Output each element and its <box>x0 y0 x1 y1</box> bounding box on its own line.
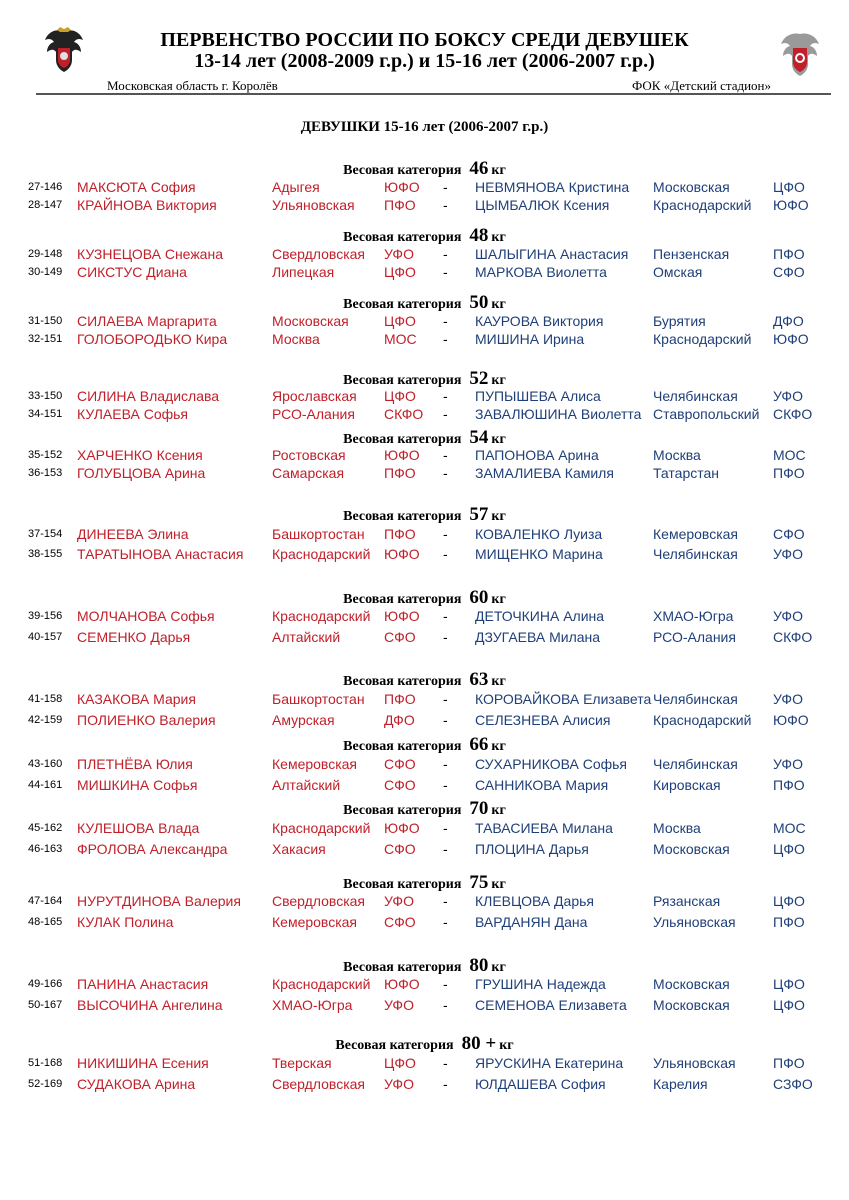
red-corner-region: Ярославская <box>272 388 357 404</box>
red-corner-name: МАКСЮТА София <box>77 179 196 195</box>
bout-row <box>0 264 849 282</box>
red-corner-region: Краснодарский <box>272 820 371 836</box>
blue-corner-district: ПФО <box>773 246 805 262</box>
red-corner-region: Ростовская <box>272 447 346 463</box>
red-corner-district: МОС <box>384 331 417 347</box>
red-corner-district: ПФО <box>384 197 416 213</box>
red-corner-region: Москва <box>272 331 320 347</box>
blue-corner-region: Бурятия <box>653 313 706 329</box>
red-corner-district: ЮФО <box>384 179 420 195</box>
red-corner-region: Свердловская <box>272 246 366 262</box>
blue-corner-region: Ульяновская <box>653 1055 736 1071</box>
blue-corner-district: СФО <box>773 526 805 542</box>
bout-row <box>0 608 849 626</box>
bout-number: 42-159 <box>28 714 63 726</box>
blue-corner-name: ПУПЫШЕВА Алиса <box>475 388 601 404</box>
blue-corner-district: ЦФО <box>773 893 805 909</box>
red-corner-region: Алтайский <box>272 629 341 645</box>
red-corner-district: ЦФО <box>384 313 416 329</box>
bout-row <box>0 526 849 544</box>
bout-row <box>0 179 849 197</box>
red-corner-district: ЦФО <box>384 388 416 404</box>
bout-row <box>0 691 849 709</box>
weight-category-label: Весовая категория <box>343 592 462 607</box>
bout-number: 29-148 <box>28 248 63 260</box>
red-corner-name: ДИНЕЕВА Элина <box>77 526 189 542</box>
red-corner-district: СФО <box>384 914 416 930</box>
weight-unit: кг <box>491 960 506 975</box>
weight-category-label: Весовая категория <box>343 877 462 892</box>
red-corner-district: ПФО <box>384 526 416 542</box>
red-corner-region: Краснодарский <box>272 546 371 562</box>
blue-corner-region: Московская <box>653 841 730 857</box>
blue-corner-district: УФО <box>773 388 803 404</box>
bout-number: 37-154 <box>28 528 63 540</box>
blue-corner-district: СЗФО <box>773 1076 813 1092</box>
bout-row <box>0 406 849 424</box>
red-corner-district: ЦФО <box>384 1055 416 1071</box>
weight-category-title <box>0 587 849 609</box>
bout-number: 41-158 <box>28 693 63 705</box>
bout-row <box>0 841 849 859</box>
bout-number: 51-168 <box>28 1057 63 1069</box>
weight-value: 66 <box>469 734 489 755</box>
weight-unit: кг <box>491 432 506 447</box>
blue-corner-region: Ставропольский <box>653 406 760 422</box>
bout-separator: - <box>443 331 448 347</box>
blue-corner-region: Кировская <box>653 777 721 793</box>
weight-category-label: Весовая категория <box>343 432 462 447</box>
blue-corner-name: ЗАВАЛЮШИНА Виолетта <box>475 406 642 422</box>
page-subtitle: 13-14 лет (2008-2009 г.р.) и 15-16 лет (2006-2007 г.р.) <box>194 50 655 72</box>
bout-number: 35-152 <box>28 449 63 461</box>
blue-corner-district: СКФО <box>773 406 813 422</box>
bout-number: 48-165 <box>28 916 63 928</box>
blue-corner-district: ЦФО <box>773 976 805 992</box>
blue-corner-region: Татарстан <box>653 465 720 481</box>
blue-corner-region: Рязанская <box>653 893 721 909</box>
bout-separator: - <box>443 264 448 280</box>
weight-category-title <box>0 872 849 894</box>
bout-separator: - <box>443 388 448 404</box>
red-corner-district: ПФО <box>384 465 416 481</box>
blue-corner-region: Карелия <box>653 1076 708 1092</box>
weight-category-title <box>0 798 849 820</box>
bout-separator: - <box>443 712 448 728</box>
blue-corner-region: Челябинская <box>653 691 738 707</box>
blue-corner-district: ПФО <box>773 465 805 481</box>
blue-corner-name: ЦЫМБАЛЮК Ксения <box>475 197 610 213</box>
bout-number: 43-160 <box>28 758 63 770</box>
weight-category-title <box>0 292 849 314</box>
red-corner-region: Амурская <box>272 712 335 728</box>
red-corner-district: СФО <box>384 629 416 645</box>
bout-separator: - <box>443 1076 448 1092</box>
blue-corner-name: ЮЛДАШЕВА София <box>475 1076 606 1092</box>
blue-corner-name: ЗАМАЛИЕВА Камиля <box>475 465 614 481</box>
red-corner-region: Адыгея <box>272 179 320 195</box>
bout-row <box>0 388 849 406</box>
red-corner-district: ЦФО <box>384 264 416 280</box>
red-corner-region: Кемеровская <box>272 756 358 772</box>
weight-unit: кг <box>491 674 506 689</box>
blue-corner-district: ПФО <box>773 914 805 930</box>
weight-category-label: Весовая категория <box>343 163 462 178</box>
red-corner-name: КРАЙНОВА Виктория <box>77 197 217 213</box>
red-corner-name: ПОЛИЕНКО Валерия <box>77 712 216 728</box>
blue-corner-region: Москва <box>653 820 701 836</box>
red-corner-region: Московская <box>272 313 349 329</box>
bout-separator: - <box>443 629 448 645</box>
red-corner-region: Липецкая <box>272 264 335 280</box>
blue-corner-region: Ульяновская <box>653 914 736 930</box>
blue-corner-district: УФО <box>773 608 803 624</box>
bout-number: 28-147 <box>28 199 63 211</box>
blue-corner-district: УФО <box>773 691 803 707</box>
blue-corner-region: Кемеровская <box>653 526 739 542</box>
red-corner-name: КУЛАК Полина <box>77 914 174 930</box>
red-corner-name: МИШКИНА Софья <box>77 777 198 793</box>
bout-separator: - <box>443 756 448 772</box>
blue-corner-region: Омская <box>653 264 703 280</box>
blue-corner-name: ШАЛЫГИНА Анастасия <box>475 246 629 262</box>
blue-corner-region: Челябинская <box>653 756 738 772</box>
bout-row <box>0 712 849 730</box>
section-title: ДЕВУШКИ 15-16 лет (2006-2007 г.р.) <box>300 119 549 135</box>
bout-row <box>0 756 849 774</box>
bout-number: 38-155 <box>28 548 63 560</box>
bout-separator: - <box>443 179 448 195</box>
blue-corner-name: КОВАЛЕНКО Луиза <box>475 526 603 542</box>
red-corner-district: СКФО <box>384 406 424 422</box>
weight-category-title <box>0 368 849 390</box>
red-corner-district: ЮФО <box>384 608 420 624</box>
blue-corner-district: УФО <box>773 546 803 562</box>
weight-category-label: Весовая категория <box>343 803 462 818</box>
bout-separator: - <box>443 608 448 624</box>
blue-corner-district: ЦФО <box>773 841 805 857</box>
red-corner-district: ЮФО <box>384 447 420 463</box>
red-corner-district: ЮФО <box>384 546 420 562</box>
header-divider <box>36 93 831 95</box>
weight-category-label: Весовая категория <box>343 739 462 754</box>
red-corner-region: Башкортостан <box>272 526 365 542</box>
bout-number: 34-151 <box>28 408 63 420</box>
bout-row <box>0 331 849 349</box>
red-corner-name: СЕМЕНКО Дарья <box>77 629 191 645</box>
red-corner-name: ВЫСОЧИНА Ангелина <box>77 997 223 1013</box>
page-title: ПЕРВЕНСТВО РОССИИ ПО БОКСУ СРЕДИ ДЕВУШЕК <box>160 29 689 51</box>
red-corner-region: Алтайский <box>272 777 341 793</box>
blue-corner-name: СУХАРНИКОВА Софья <box>475 756 628 772</box>
bout-separator: - <box>443 777 448 793</box>
red-corner-name: ФРОЛОВА Александра <box>77 841 228 857</box>
bout-separator: - <box>443 246 448 262</box>
red-corner-district: СФО <box>384 756 416 772</box>
bout-row <box>0 997 849 1015</box>
weight-category-title <box>0 734 849 756</box>
blue-corner-region: Московская <box>653 997 730 1013</box>
blue-corner-district: СКФО <box>773 629 813 645</box>
weight-value: 50 <box>469 292 489 313</box>
blue-corner-region: Краснодарский <box>653 712 752 728</box>
bout-number: 36-153 <box>28 467 63 479</box>
red-corner-region: Кемеровская <box>272 914 358 930</box>
blue-corner-region: Челябинская <box>653 546 738 562</box>
blue-corner-district: МОС <box>773 820 806 836</box>
bout-row <box>0 197 849 215</box>
bout-separator: - <box>443 820 448 836</box>
blue-corner-name: КАУРОВА Виктория <box>475 313 604 329</box>
red-corner-name: НУРУТДИНОВА Валерия <box>77 893 241 909</box>
weight-unit: кг <box>491 297 506 312</box>
weight-category-title <box>0 955 849 977</box>
red-corner-district: УФО <box>384 997 414 1013</box>
red-corner-name: СУДАКОВА Арина <box>77 1076 196 1092</box>
blue-corner-region: ХМАО-Югра <box>653 608 734 624</box>
blue-corner-district: ДФО <box>773 313 804 329</box>
weight-unit: кг <box>491 509 506 524</box>
weight-category-label: Весовая категория <box>343 674 462 689</box>
red-corner-district: СФО <box>384 841 416 857</box>
blue-corner-name: ВАРДАНЯН Дана <box>475 914 588 930</box>
blue-corner-name: КЛЕВЦОВА Дарья <box>475 893 594 909</box>
weight-unit: кг <box>491 803 506 818</box>
weight-value: 54 <box>469 427 489 448</box>
blue-corner-district: ЮФО <box>773 712 809 728</box>
red-corner-region: Свердловская <box>272 893 366 909</box>
bout-number: 30-149 <box>28 266 63 278</box>
red-corner-name: КУЛАЕВА Софья <box>77 406 188 422</box>
weight-value: 60 <box>469 587 489 608</box>
weight-value: 80 <box>469 955 489 976</box>
weight-category-label: Весовая категория <box>335 1038 454 1053</box>
red-corner-name: НИКИШИНА Есения <box>77 1055 209 1071</box>
blue-corner-district: УФО <box>773 756 803 772</box>
weight-value: 52 <box>469 368 489 389</box>
bout-separator: - <box>443 893 448 909</box>
weight-unit: кг <box>491 739 506 754</box>
weight-category-title <box>0 1033 849 1055</box>
event-venue: ФОК «Детский стадион» <box>631 78 771 93</box>
weight-unit: кг <box>491 877 506 892</box>
red-corner-region: Ульяновская <box>272 197 355 213</box>
bout-separator: - <box>443 546 448 562</box>
bout-separator: - <box>443 197 448 213</box>
red-corner-region: ХМАО-Югра <box>272 997 353 1013</box>
red-corner-name: ГОЛУБЦОВА Арина <box>77 465 206 481</box>
red-corner-district: ЮФО <box>384 820 420 836</box>
red-corner-name: МОЛЧАНОВА Софья <box>77 608 215 624</box>
weight-category-title <box>0 504 849 526</box>
weight-value: 63 <box>469 669 489 690</box>
bout-number: 47-164 <box>28 895 63 907</box>
bout-number: 39-156 <box>28 610 63 622</box>
bout-number: 52-169 <box>28 1078 63 1090</box>
weight-category-label: Весовая категория <box>343 509 462 524</box>
red-corner-district: УФО <box>384 246 414 262</box>
blue-corner-name: СЕМЕНОВА Елизавета <box>475 997 627 1013</box>
bout-row <box>0 465 849 483</box>
blue-corner-name: МАРКОВА Виолетта <box>475 264 607 280</box>
weight-category-title <box>0 158 849 180</box>
red-corner-name: ГОЛОБОРОДЬКО Кира <box>77 331 228 347</box>
blue-corner-name: ДЕТОЧКИНА Алина <box>475 608 605 624</box>
bout-row <box>0 820 849 838</box>
red-corner-region: Башкортостан <box>272 691 365 707</box>
weight-value: 80 + <box>461 1033 497 1054</box>
bout-separator: - <box>443 841 448 857</box>
blue-corner-region: Краснодарский <box>653 331 752 347</box>
blue-corner-region: Челябинская <box>653 388 738 404</box>
bout-separator: - <box>443 1055 448 1071</box>
weight-value: 75 <box>469 872 489 893</box>
bout-number: 40-157 <box>28 631 63 643</box>
weight-value: 46 <box>469 158 489 179</box>
red-corner-district: ЮФО <box>384 976 420 992</box>
bout-separator: - <box>443 691 448 707</box>
red-corner-district: СФО <box>384 777 416 793</box>
bout-number: 49-166 <box>28 978 63 990</box>
red-corner-region: Хакасия <box>272 841 326 857</box>
weight-category-label: Весовая категория <box>343 297 462 312</box>
blue-corner-name: ЯРУСКИНА Екатерина <box>475 1055 624 1071</box>
blue-corner-name: ТАВАСИЕВА Милана <box>475 820 613 836</box>
blue-corner-region: Краснодарский <box>653 197 752 213</box>
weight-unit: кг <box>491 230 506 245</box>
red-corner-region: Свердловская <box>272 1076 366 1092</box>
bout-separator: - <box>443 406 448 422</box>
blue-corner-region: Пензенская <box>653 246 730 262</box>
bout-separator: - <box>443 976 448 992</box>
blue-corner-name: ГРУШИНА Надежда <box>475 976 606 992</box>
bout-number: 33-150 <box>28 390 63 402</box>
blue-corner-name: ПЛОЦИНА Дарья <box>475 841 589 857</box>
bout-number: 45-162 <box>28 822 63 834</box>
bout-number: 50-167 <box>28 999 63 1011</box>
blue-corner-district: ЦФО <box>773 997 805 1013</box>
red-corner-district: УФО <box>384 1076 414 1092</box>
bout-row <box>0 914 849 932</box>
bout-separator: - <box>443 447 448 463</box>
red-corner-name: СИЛАЕВА Маргарита <box>77 313 217 329</box>
bout-row <box>0 976 849 994</box>
blue-corner-name: КОРОВАЙКОВА Елизавета <box>475 691 652 707</box>
red-corner-name: КАЗАКОВА Мария <box>77 691 196 707</box>
bout-number: 27-146 <box>28 181 63 193</box>
bout-separator: - <box>443 313 448 329</box>
red-corner-region: РСО-Алания <box>272 406 355 422</box>
red-corner-name: ПЛЕТНЁВА Юлия <box>77 756 193 772</box>
weight-value: 48 <box>469 225 489 246</box>
blue-corner-district: ЦФО <box>773 179 805 195</box>
red-corner-name: ПАНИНА Анастасия <box>77 976 209 992</box>
blue-corner-name: НЕВМЯНОВА Кристина <box>475 179 630 195</box>
bout-row <box>0 246 849 264</box>
weight-value: 57 <box>469 504 489 525</box>
red-corner-name: ТАРАТЫНОВА Анастасия <box>77 546 244 562</box>
bout-row <box>0 546 849 564</box>
blue-corner-district: ЮФО <box>773 331 809 347</box>
blue-corner-region: Московская <box>653 179 730 195</box>
bout-separator: - <box>443 914 448 930</box>
bout-number: 32-151 <box>28 333 63 345</box>
blue-corner-district: ПФО <box>773 1055 805 1071</box>
blue-corner-name: СЕЛЕЗНЕВА Алисия <box>475 712 611 728</box>
blue-corner-district: ПФО <box>773 777 805 793</box>
blue-corner-name: МИЩЕНКО Марина <box>475 546 603 562</box>
red-corner-name: СИКСТУС Диана <box>77 264 187 280</box>
blue-corner-region: РСО-Алания <box>653 629 736 645</box>
bout-number: 44-161 <box>28 779 63 791</box>
bout-row <box>0 1055 849 1073</box>
red-corner-name: КУЛЕШОВА Влада <box>77 820 200 836</box>
blue-corner-name: САННИКОВА Мария <box>475 777 609 793</box>
red-corner-name: ХАРЧЕНКО Ксения <box>77 447 203 463</box>
weight-category-label: Весовая категория <box>343 960 462 975</box>
blue-corner-name: МИШИНА Ирина <box>475 331 585 347</box>
red-corner-district: ДФО <box>384 712 415 728</box>
red-corner-region: Краснодарский <box>272 608 371 624</box>
blue-corner-region: Московская <box>653 976 730 992</box>
red-corner-district: ПФО <box>384 691 416 707</box>
blue-corner-name: ПАПОНОВА Арина <box>475 447 599 463</box>
bout-separator: - <box>443 997 448 1013</box>
weight-value: 70 <box>469 798 489 819</box>
weight-category-label: Весовая категория <box>343 230 462 245</box>
bout-row <box>0 777 849 795</box>
bout-row <box>0 447 849 465</box>
bout-separator: - <box>443 526 448 542</box>
bout-number: 31-150 <box>28 315 63 327</box>
red-corner-region: Тверская <box>272 1055 332 1071</box>
event-location: Московская область г. Королёв <box>107 78 278 93</box>
red-corner-name: СИЛИНА Владислава <box>77 388 220 404</box>
weight-unit: кг <box>491 373 506 388</box>
bout-number: 46-163 <box>28 843 63 855</box>
weight-category-title <box>0 427 849 449</box>
weight-category-title <box>0 225 849 247</box>
red-corner-region: Самарская <box>272 465 345 481</box>
bout-row <box>0 1076 849 1094</box>
bout-separator: - <box>443 465 448 481</box>
bout-row <box>0 629 849 647</box>
weight-unit: кг <box>499 1038 514 1053</box>
weight-category-label: Весовая категория <box>343 373 462 388</box>
bout-row <box>0 893 849 911</box>
red-corner-name: КУЗНЕЦОВА Снежана <box>77 246 223 262</box>
red-corner-region: Краснодарский <box>272 976 371 992</box>
blue-corner-district: МОС <box>773 447 806 463</box>
blue-corner-district: СФО <box>773 264 805 280</box>
blue-corner-region: Москва <box>653 447 701 463</box>
weight-category-title <box>0 669 849 691</box>
weight-unit: кг <box>491 163 506 178</box>
blue-corner-name: ДЗУГАЕВА Милана <box>475 629 601 645</box>
bout-row <box>0 313 849 331</box>
weight-unit: кг <box>491 592 506 607</box>
blue-corner-district: ЮФО <box>773 197 809 213</box>
red-corner-district: УФО <box>384 893 414 909</box>
